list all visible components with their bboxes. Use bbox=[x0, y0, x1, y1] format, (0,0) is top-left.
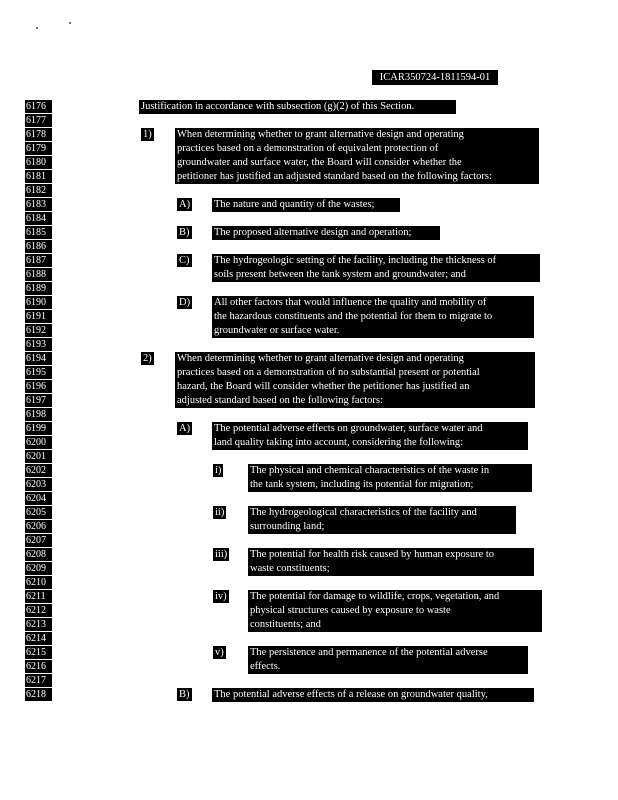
item-1d-text: All other factors that would influence the quality and mobility of the hazardous constituents and the potential for them to migrate to groundwater or surface water. bbox=[212, 296, 534, 338]
line-number: 6181 bbox=[25, 170, 52, 183]
line-number: 6197 bbox=[25, 394, 52, 407]
line-number: 6179 bbox=[25, 142, 52, 155]
line-number: 6207 bbox=[25, 534, 52, 547]
scan-speck bbox=[36, 27, 38, 29]
line-number: 6183 bbox=[25, 198, 52, 211]
item-2a-ii-label: ii) bbox=[215, 507, 225, 518]
line-number: 6217 bbox=[25, 674, 52, 687]
line-number: 6193 bbox=[25, 338, 52, 351]
item-1a-text: The nature and quantity of the wastes; bbox=[212, 198, 400, 212]
line-number: 6213 bbox=[25, 618, 52, 631]
item-2a-iv-text: The potential for damage to wildlife, crops, vegetation, and physical structures caused by exposure to waste constituents; and bbox=[248, 590, 542, 632]
line-number: 6200 bbox=[25, 436, 52, 449]
line-number: 6177 bbox=[25, 114, 52, 127]
section-1-text: When determining whether to grant alternative design and operating practices based on a demonstration of equivalent protection of groundwater and surface water, the Board will consider whether the petitioner has justified an adjusted standard based on the following factors: bbox=[175, 128, 539, 184]
line-number: 6214 bbox=[25, 632, 52, 645]
line-number: 6210 bbox=[25, 576, 52, 589]
line-number: 6212 bbox=[25, 604, 52, 617]
line-number: 6191 bbox=[25, 310, 52, 323]
line-number: 6198 bbox=[25, 408, 52, 421]
item-1c-label: C) bbox=[179, 255, 190, 266]
line-number: 6215 bbox=[25, 646, 52, 659]
line-number: 6187 bbox=[25, 254, 52, 267]
line-number: 6202 bbox=[25, 464, 52, 477]
item-2a-ii-text: The hydrogeological characteristics of the facility and surrounding land; bbox=[248, 506, 516, 534]
section-1-label: 1) bbox=[143, 129, 152, 140]
line-number: 6184 bbox=[25, 212, 52, 225]
line-number: 6208 bbox=[25, 548, 52, 561]
line-number: 6186 bbox=[25, 240, 52, 253]
line-number: 6216 bbox=[25, 660, 52, 673]
line-number: 6190 bbox=[25, 296, 52, 309]
item-1c-text: The hydrogeologic setting of the facility, including the thickness of soils present between the tank system and groundwater; and bbox=[212, 254, 540, 282]
item-2a-i-text: The physical and chemical characteristics of the waste in the tank system, including its potential for migration; bbox=[248, 464, 532, 492]
line-number: 6192 bbox=[25, 324, 52, 337]
line-number: 6176 bbox=[25, 100, 52, 113]
line-number: 6188 bbox=[25, 268, 52, 281]
line-number: 6195 bbox=[25, 366, 52, 379]
item-2a-v-label: v) bbox=[215, 647, 224, 658]
item-2a-v-text: The persistence and permanence of the potential adverse effects. bbox=[248, 646, 528, 674]
line-number: 6206 bbox=[25, 520, 52, 533]
line-number: 6203 bbox=[25, 478, 52, 491]
item-1b-text: The proposed alternative design and operation; bbox=[212, 226, 440, 240]
item-2a-text: The potential adverse effects on groundwater, surface water and land quality taking into account, considering the following: bbox=[212, 422, 528, 450]
line-number: 6196 bbox=[25, 380, 52, 393]
intro-text: Justification in accordance with subsection (g)(2) of this Section. bbox=[139, 100, 456, 114]
item-2a-iii-label: iii) bbox=[215, 549, 228, 560]
scan-speck bbox=[69, 22, 71, 24]
item-2a-i-label: i) bbox=[215, 465, 222, 476]
line-number: 6205 bbox=[25, 506, 52, 519]
line-number: 6204 bbox=[25, 492, 52, 505]
item-2b-text: The potential adverse effects of a release on groundwater quality, bbox=[212, 688, 534, 702]
line-number: 6201 bbox=[25, 450, 52, 463]
item-2b-label: B) bbox=[179, 689, 190, 700]
line-number: 6189 bbox=[25, 282, 52, 295]
line-number: 6178 bbox=[25, 128, 52, 141]
line-number: 6218 bbox=[25, 688, 52, 701]
document-id: ICAR350724-1811594-01 bbox=[372, 70, 498, 85]
item-2a-iv-label: iv) bbox=[215, 591, 227, 602]
item-1a-label: A) bbox=[179, 199, 191, 210]
section-2-text: When determining whether to grant alternative design and operating practices based on a demonstration of no substantial present or potential hazard, the Board will consider whether the petitioner has justified an adjusted standard based on the following factors: bbox=[175, 352, 535, 408]
line-number: 6199 bbox=[25, 422, 52, 435]
line-number: 6182 bbox=[25, 184, 52, 197]
item-2a-iii-text: The potential for health risk caused by human exposure to waste constituents; bbox=[248, 548, 534, 576]
item-2a-label: A) bbox=[179, 423, 191, 434]
line-number: 6185 bbox=[25, 226, 52, 239]
line-number: 6194 bbox=[25, 352, 52, 365]
item-1b-label: B) bbox=[179, 227, 190, 238]
line-number: 6211 bbox=[25, 590, 52, 603]
section-2-label: 2) bbox=[143, 353, 152, 364]
item-1d-label: D) bbox=[179, 297, 191, 308]
line-number: 6209 bbox=[25, 562, 52, 575]
line-number: 6180 bbox=[25, 156, 52, 169]
